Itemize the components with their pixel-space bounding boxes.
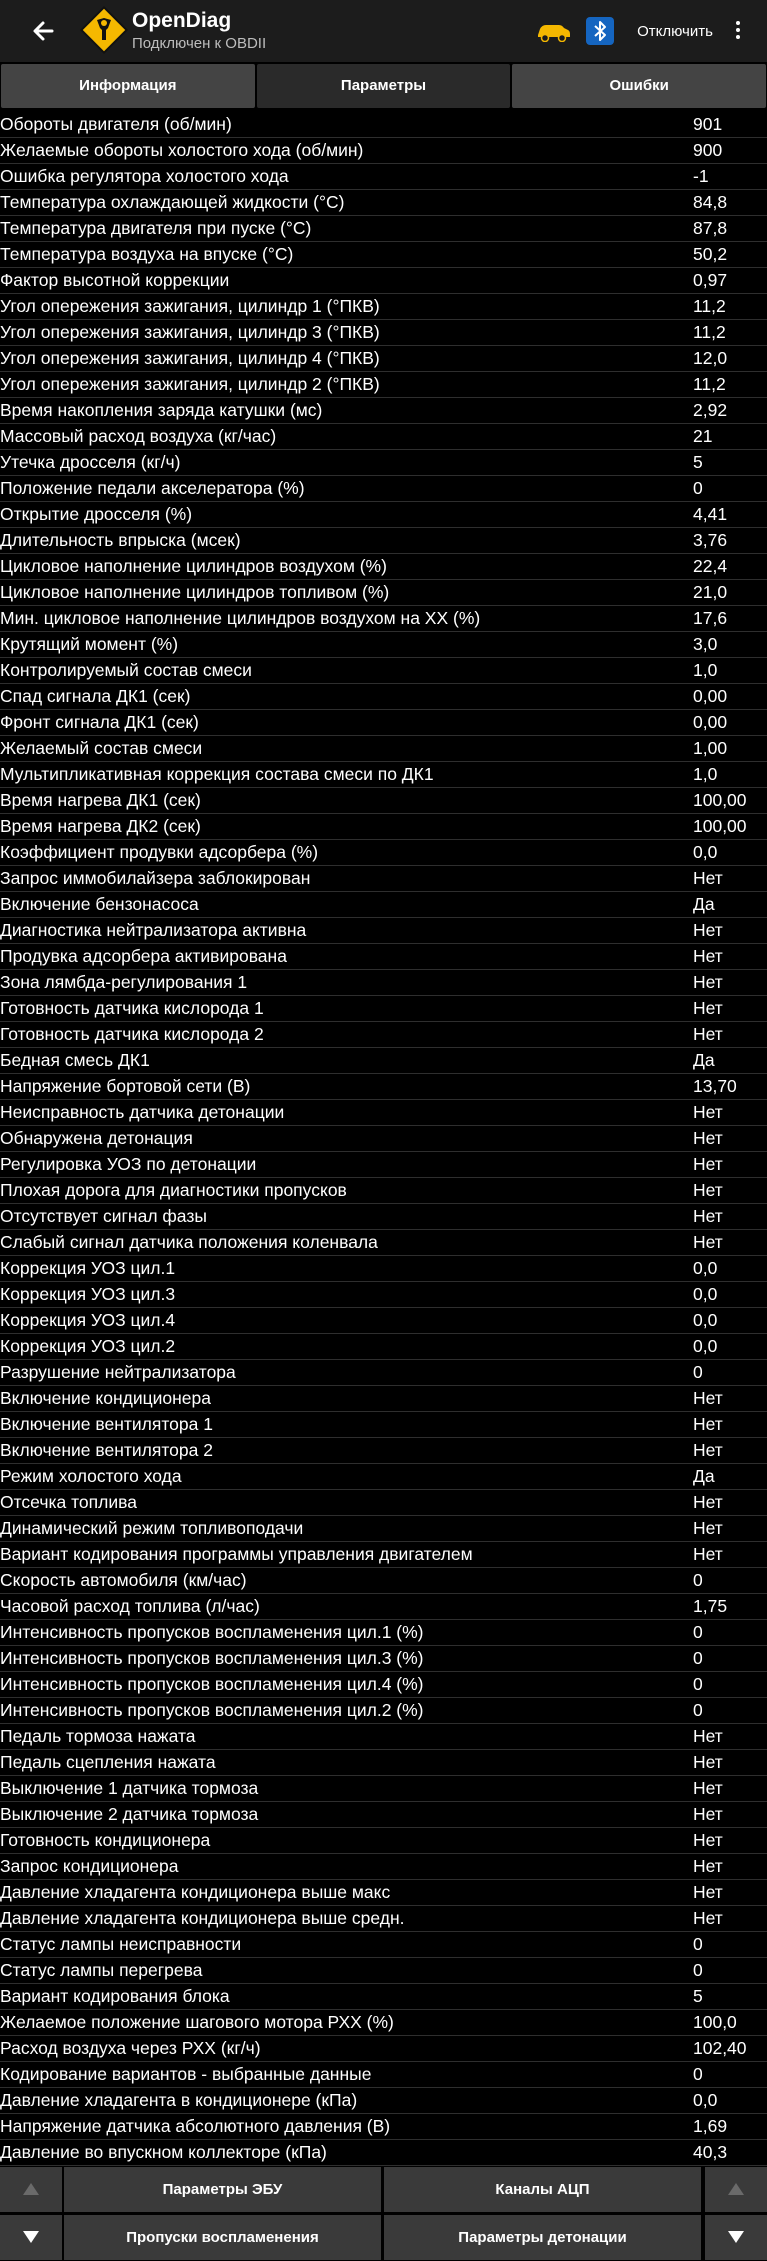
param-value: 0,00 xyxy=(693,686,728,706)
param-name: Открытие дросселя (%) xyxy=(0,504,193,524)
param-row[interactable] xyxy=(0,944,767,970)
tab-bar xyxy=(0,62,767,110)
param-name: Желаемый состав смеси xyxy=(0,738,203,758)
param-value: Нет xyxy=(693,1856,723,1876)
param-name: Регулировка УОЗ по детонации xyxy=(0,1154,257,1174)
param-row[interactable] xyxy=(0,814,767,840)
disconnect-button[interactable]: Отключить xyxy=(637,23,713,40)
param-row[interactable] xyxy=(0,164,767,190)
param-name: Неисправность датчика детонации xyxy=(0,1102,285,1122)
param-row[interactable] xyxy=(0,1594,767,1620)
param-row[interactable] xyxy=(0,580,767,606)
param-value: 17,6 xyxy=(693,608,728,628)
back-arrow-icon[interactable] xyxy=(26,14,62,48)
param-value: 0 xyxy=(693,1622,703,1642)
param-name: Желаемые обороты холостого хода (об/мин) xyxy=(0,140,364,160)
param-value: 0 xyxy=(693,2064,703,2084)
param-value: 50,2 xyxy=(693,244,728,264)
misfire-button[interactable]: Пропуски воспламенения xyxy=(64,2215,381,2260)
param-row[interactable] xyxy=(0,1646,767,1672)
param-value: Нет xyxy=(693,1102,723,1122)
param-name: Крутящий момент (%) xyxy=(0,634,179,654)
param-row[interactable] xyxy=(0,1178,767,1204)
param-row[interactable] xyxy=(0,528,767,554)
param-name: Угол опережения зажигания, цилиндр 3 (°ПКВ) xyxy=(0,322,380,342)
param-row[interactable] xyxy=(0,736,767,762)
triangle-up-icon xyxy=(21,2181,41,2197)
opendiag-logo xyxy=(80,6,128,54)
param-value: Нет xyxy=(693,1726,723,1746)
param-value: 21,0 xyxy=(693,582,728,602)
param-row[interactable] xyxy=(0,112,767,138)
param-row[interactable] xyxy=(0,2140,767,2166)
param-name: Напряжение датчика абсолютного давления (В) xyxy=(0,2116,391,2136)
param-row[interactable] xyxy=(0,1074,767,1100)
param-name: Температура воздуха на впуске (°С) xyxy=(0,244,294,264)
param-name: Время накопления заряда катушки (мс) xyxy=(0,400,323,420)
param-name: Контролируемый состав смеси xyxy=(0,660,252,680)
tab-errors[interactable]: Ошибки xyxy=(512,64,766,108)
param-name: Давление хладагента кондиционера выше средн. xyxy=(0,1908,405,1928)
param-value: Нет xyxy=(693,1778,723,1798)
param-value: 0 xyxy=(693,1934,703,1954)
param-row[interactable] xyxy=(0,1698,767,1724)
param-name: Ошибка регулятора холостого хода xyxy=(0,166,289,186)
param-value: Нет xyxy=(693,1024,723,1044)
param-row[interactable] xyxy=(0,372,767,398)
param-name: Кодирование вариантов - выбранные данные xyxy=(0,2064,372,2084)
param-value: Нет xyxy=(693,1232,723,1252)
param-row[interactable] xyxy=(0,1100,767,1126)
param-value: 102,40 xyxy=(693,2038,747,2058)
param-row[interactable] xyxy=(0,1724,767,1750)
triangle-down-icon xyxy=(726,2229,746,2245)
param-row[interactable] xyxy=(0,2062,767,2088)
scroll-up-right-button[interactable] xyxy=(705,2167,767,2212)
param-row[interactable] xyxy=(0,294,767,320)
param-name: Цикловое наполнение цилиндров воздухом (%) xyxy=(0,556,387,576)
param-value: Нет xyxy=(693,1206,723,1226)
param-name: Угол опережения зажигания, цилиндр 2 (°ПКВ) xyxy=(0,374,380,394)
param-row[interactable] xyxy=(0,1568,767,1594)
param-row[interactable] xyxy=(0,268,767,294)
param-value: 0,00 xyxy=(693,712,728,732)
scroll-up-button[interactable] xyxy=(0,2167,62,2212)
param-name: Обнаружена детонация xyxy=(0,1128,193,1148)
param-row[interactable] xyxy=(0,1542,767,1568)
param-name: Желаемое положение шагового мотора РХХ (%) xyxy=(0,2012,394,2032)
param-name: Включение вентилятора 1 xyxy=(0,1414,213,1434)
param-name: Утечка дросселя (кг/ч) xyxy=(0,452,181,472)
param-name: Температура двигателя при пуске (°С) xyxy=(0,218,312,238)
param-value: Нет xyxy=(693,1154,723,1174)
param-name: Положение педали акселератора (%) xyxy=(0,478,305,498)
param-value: 22,4 xyxy=(693,556,728,576)
scroll-down-button[interactable] xyxy=(0,2215,62,2260)
param-value: 0 xyxy=(693,1362,703,1382)
param-row[interactable] xyxy=(0,1932,767,1958)
bottom-bar xyxy=(0,2167,767,2261)
param-value: 0 xyxy=(693,1648,703,1668)
param-value: 5 xyxy=(693,452,703,472)
params-list[interactable] xyxy=(0,112,767,2166)
param-value: 1,69 xyxy=(693,2116,728,2136)
param-value: Нет xyxy=(693,1804,723,1824)
param-name: Педаль сцепления нажата xyxy=(0,1752,216,1772)
param-name: Включение вентилятора 2 xyxy=(0,1440,213,1460)
param-value: 84,8 xyxy=(693,192,728,212)
param-value: Нет xyxy=(693,1882,723,1902)
param-value: 3,0 xyxy=(693,634,718,654)
param-name: Давление во впускном коллекторе (кПа) xyxy=(0,2142,327,2162)
param-value: 4,41 xyxy=(693,504,728,524)
param-value: 21 xyxy=(693,426,713,446)
param-value: 0 xyxy=(693,1570,703,1590)
param-row[interactable] xyxy=(0,424,767,450)
param-row[interactable] xyxy=(0,320,767,346)
param-row[interactable] xyxy=(0,1802,767,1828)
param-value: 2,92 xyxy=(693,400,728,420)
car-icon[interactable] xyxy=(535,20,571,42)
param-value: Нет xyxy=(693,998,723,1018)
param-name: Выключение 2 датчика тормоза xyxy=(0,1804,259,1824)
param-row[interactable] xyxy=(0,684,767,710)
param-value: Нет xyxy=(693,1518,723,1538)
param-value: 0,0 xyxy=(693,2090,718,2110)
param-row[interactable] xyxy=(0,1282,767,1308)
param-name: Статус лампы перегрева xyxy=(0,1960,203,1980)
param-row[interactable] xyxy=(0,346,767,372)
param-value: 13,70 xyxy=(693,1076,737,1096)
param-row[interactable] xyxy=(0,1828,767,1854)
param-row[interactable] xyxy=(0,1620,767,1646)
param-name: Интенсивность пропусков воспламенения цил.1 (%) xyxy=(0,1622,424,1642)
param-value: 40,3 xyxy=(693,2142,728,2162)
scroll-down-right-button[interactable] xyxy=(705,2215,767,2260)
param-name: Угол опережения зажигания, цилиндр 4 (°ПКВ) xyxy=(0,348,380,368)
param-name: Мультипликативная коррекция состава смеси по ДК1 xyxy=(0,764,434,784)
param-name: Включение бензонасоса xyxy=(0,894,199,914)
param-name: Разрушение нейтрализатора xyxy=(0,1362,236,1382)
param-name: Диагностика нейтрализатора активна xyxy=(0,920,307,940)
param-row[interactable] xyxy=(0,1984,767,2010)
param-row[interactable] xyxy=(0,242,767,268)
param-row[interactable] xyxy=(0,658,767,684)
param-row[interactable] xyxy=(0,190,767,216)
param-name: Давление хладагента в кондиционере (кПа) xyxy=(0,2090,358,2110)
param-row[interactable] xyxy=(0,1230,767,1256)
param-name: Скорость автомобиля (км/час) xyxy=(0,1570,247,1590)
param-name: Выключение 1 датчика тормоза xyxy=(0,1778,259,1798)
ecu-params-button[interactable]: Параметры ЭБУ xyxy=(64,2167,381,2212)
param-value: Нет xyxy=(693,946,723,966)
param-value: Нет xyxy=(693,1752,723,1772)
param-name: Интенсивность пропусков воспламенения цил.2 (%) xyxy=(0,1700,424,1720)
param-row[interactable] xyxy=(0,840,767,866)
param-name: Статус лампы неисправности xyxy=(0,1934,242,1954)
param-name: Отсечка топлива xyxy=(0,1492,137,1512)
param-value: 3,76 xyxy=(693,530,728,550)
param-row[interactable] xyxy=(0,450,767,476)
param-value: Нет xyxy=(693,1544,723,1564)
param-value: 11,2 xyxy=(693,296,726,316)
param-row[interactable] xyxy=(0,1750,767,1776)
param-row[interactable] xyxy=(0,1958,767,1984)
param-value: Нет xyxy=(693,920,723,940)
param-value: Да xyxy=(693,1050,715,1070)
param-row[interactable] xyxy=(0,2010,767,2036)
param-row[interactable] xyxy=(0,1516,767,1542)
param-row[interactable] xyxy=(0,216,767,242)
more-vert-icon[interactable] xyxy=(730,18,746,46)
param-name: Спад сигнала ДК1 (сек) xyxy=(0,686,191,706)
param-row[interactable] xyxy=(0,2036,767,2062)
param-row[interactable] xyxy=(0,476,767,502)
param-name: Готовность датчика кислорода 1 xyxy=(0,998,264,1018)
param-row[interactable] xyxy=(0,1152,767,1178)
param-name: Мин. цикловое наполнение цилиндров воздухом на ХХ (%) xyxy=(0,608,481,628)
param-value: 0,0 xyxy=(693,1310,718,1330)
param-name: Динамический режим топливоподачи xyxy=(0,1518,304,1538)
param-value: 100,00 xyxy=(693,816,747,836)
param-value: 0,0 xyxy=(693,842,718,862)
param-row[interactable] xyxy=(0,1386,767,1412)
param-name: Слабый сигнал датчика положения коленвала xyxy=(0,1232,378,1252)
param-row[interactable] xyxy=(0,1854,767,1880)
param-value: 0,0 xyxy=(693,1336,718,1356)
param-value: Да xyxy=(693,894,715,914)
param-value: Да xyxy=(693,1466,715,1486)
param-value: 0,0 xyxy=(693,1258,718,1278)
param-name: Расход воздуха через РХХ (кг/ч) xyxy=(0,2038,261,2058)
param-row[interactable] xyxy=(0,2114,767,2140)
param-name: Фактор высотной коррекции xyxy=(0,270,230,290)
param-value: 1,00 xyxy=(693,738,728,758)
param-row[interactable] xyxy=(0,398,767,424)
param-row[interactable] xyxy=(0,1490,767,1516)
param-row[interactable] xyxy=(0,1464,767,1490)
param-name: Интенсивность пропусков воспламенения цил.3 (%) xyxy=(0,1648,424,1668)
param-row[interactable] xyxy=(0,996,767,1022)
param-value: 87,8 xyxy=(693,218,728,238)
param-row[interactable] xyxy=(0,918,767,944)
param-value: Нет xyxy=(693,1908,723,1928)
param-row[interactable] xyxy=(0,1906,767,1932)
param-value: 100,00 xyxy=(693,790,747,810)
param-name: Отсутствует сигнал фазы xyxy=(0,1206,207,1226)
param-name: Угол опережения зажигания, цилиндр 1 (°ПКВ) xyxy=(0,296,380,316)
param-value: 0 xyxy=(693,478,703,498)
adc-channels-button[interactable]: Каналы АЦП xyxy=(384,2167,701,2212)
param-row[interactable] xyxy=(0,502,767,528)
param-name: Коррекция УОЗ цил.2 xyxy=(0,1336,176,1356)
triangle-up-icon xyxy=(726,2181,746,2197)
param-value: -1 xyxy=(693,166,709,186)
param-name: Готовность кондиционера xyxy=(0,1830,211,1850)
param-name: Бедная смесь ДК1 xyxy=(0,1050,150,1070)
param-row[interactable] xyxy=(0,1438,767,1464)
param-name: Коэффициент продувки адсорбера (%) xyxy=(0,842,319,862)
param-row[interactable] xyxy=(0,1126,767,1152)
param-name: Цикловое наполнение цилиндров топливом (%) xyxy=(0,582,390,602)
param-value: Нет xyxy=(693,1128,723,1148)
param-row[interactable] xyxy=(0,788,767,814)
param-row[interactable] xyxy=(0,606,767,632)
param-name: Время нагрева ДК1 (сек) xyxy=(0,790,201,810)
param-row[interactable] xyxy=(0,1022,767,1048)
param-name: Режим холостого хода xyxy=(0,1466,182,1486)
param-name: Зона лямбда-регулирования 1 xyxy=(0,972,248,992)
param-value: 0 xyxy=(693,1700,703,1720)
param-value: Нет xyxy=(693,868,723,888)
param-name: Массовый расход воздуха (кг/час) xyxy=(0,426,277,446)
tab-params[interactable]: Параметры xyxy=(257,64,511,108)
param-value: Нет xyxy=(693,1388,723,1408)
param-name: Фронт сигнала ДК1 (сек) xyxy=(0,712,199,732)
param-value: 1,0 xyxy=(693,764,718,784)
param-name: Готовность датчика кислорода 2 xyxy=(0,1024,264,1044)
param-row[interactable] xyxy=(0,632,767,658)
param-row[interactable] xyxy=(0,970,767,996)
param-value: Нет xyxy=(693,1440,723,1460)
param-value: Нет xyxy=(693,972,723,992)
param-value: Нет xyxy=(693,1492,723,1512)
param-name: Температура охлаждающей жидкости (°С) xyxy=(0,192,345,212)
param-row[interactable] xyxy=(0,1880,767,1906)
param-row[interactable] xyxy=(0,1360,767,1386)
param-row[interactable] xyxy=(0,1256,767,1282)
param-row[interactable] xyxy=(0,762,767,788)
param-row[interactable] xyxy=(0,866,767,892)
param-row[interactable] xyxy=(0,1412,767,1438)
param-name: Плохая дорога для диагностики пропусков xyxy=(0,1180,347,1200)
param-name: Педаль тормоза нажата xyxy=(0,1726,196,1746)
param-row[interactable] xyxy=(0,1334,767,1360)
connection-status: Подключен к OBDII xyxy=(132,35,267,52)
param-value: 11,2 xyxy=(693,374,726,394)
param-value: 1,75 xyxy=(693,1596,728,1616)
param-row[interactable] xyxy=(0,1672,767,1698)
param-row[interactable] xyxy=(0,1204,767,1230)
param-name: Давление хладагента кондиционера выше макс xyxy=(0,1882,391,1902)
param-name: Запрос кондиционера xyxy=(0,1856,179,1876)
param-row[interactable] xyxy=(0,710,767,736)
param-value: 11,2 xyxy=(693,322,726,342)
param-value: 0 xyxy=(693,1960,703,1980)
param-row[interactable] xyxy=(0,1776,767,1802)
param-name: Вариант кодирования блока xyxy=(0,1986,230,2006)
param-name: Включение кондиционера xyxy=(0,1388,211,1408)
param-value: 0 xyxy=(693,1674,703,1694)
param-name: Коррекция УОЗ цил.3 xyxy=(0,1284,176,1304)
bluetooth-icon[interactable] xyxy=(586,17,614,45)
param-name: Коррекция УОЗ цил.1 xyxy=(0,1258,176,1278)
triangle-down-icon xyxy=(21,2229,41,2245)
param-value: Нет xyxy=(693,1830,723,1850)
param-value: Нет xyxy=(693,1414,723,1434)
param-value: 100,0 xyxy=(693,2012,737,2032)
param-row[interactable] xyxy=(0,1308,767,1334)
param-row[interactable] xyxy=(0,554,767,580)
param-value: 900 xyxy=(693,140,723,160)
param-name: Время нагрева ДК2 (сек) xyxy=(0,816,201,836)
param-value: 0,0 xyxy=(693,1284,718,1304)
param-value: 1,0 xyxy=(693,660,718,680)
param-row[interactable] xyxy=(0,138,767,164)
param-name: Обороты двигателя (об/мин) xyxy=(0,114,232,134)
param-name: Запрос иммобилайзера заблокирован xyxy=(0,868,311,888)
param-name: Коррекция УОЗ цил.4 xyxy=(0,1310,176,1330)
param-value: 5 xyxy=(693,1986,703,2006)
app-title: OpenDiag xyxy=(132,9,232,32)
param-value: 901 xyxy=(693,114,723,134)
param-row[interactable] xyxy=(0,892,767,918)
param-value: 0,97 xyxy=(693,270,728,290)
param-name: Напряжение бортовой сети (В) xyxy=(0,1076,251,1096)
param-name: Интенсивность пропусков воспламенения цил.4 (%) xyxy=(0,1674,424,1694)
param-row[interactable] xyxy=(0,1048,767,1074)
tab-info[interactable]: Информация xyxy=(1,64,255,108)
param-name: Продувка адсорбера активирована xyxy=(0,946,287,966)
param-value: 12,0 xyxy=(693,348,728,368)
knock-params-button[interactable]: Параметры детонации xyxy=(384,2215,701,2260)
param-name: Часовой расход топлива (л/час) xyxy=(0,1596,260,1616)
param-name: Вариант кодирования программы управления двигателем xyxy=(0,1544,473,1564)
param-row[interactable] xyxy=(0,2088,767,2114)
app-bar xyxy=(0,0,767,62)
param-value: Нет xyxy=(693,1180,723,1200)
param-name: Длительность впрыска (мсек) xyxy=(0,530,241,550)
